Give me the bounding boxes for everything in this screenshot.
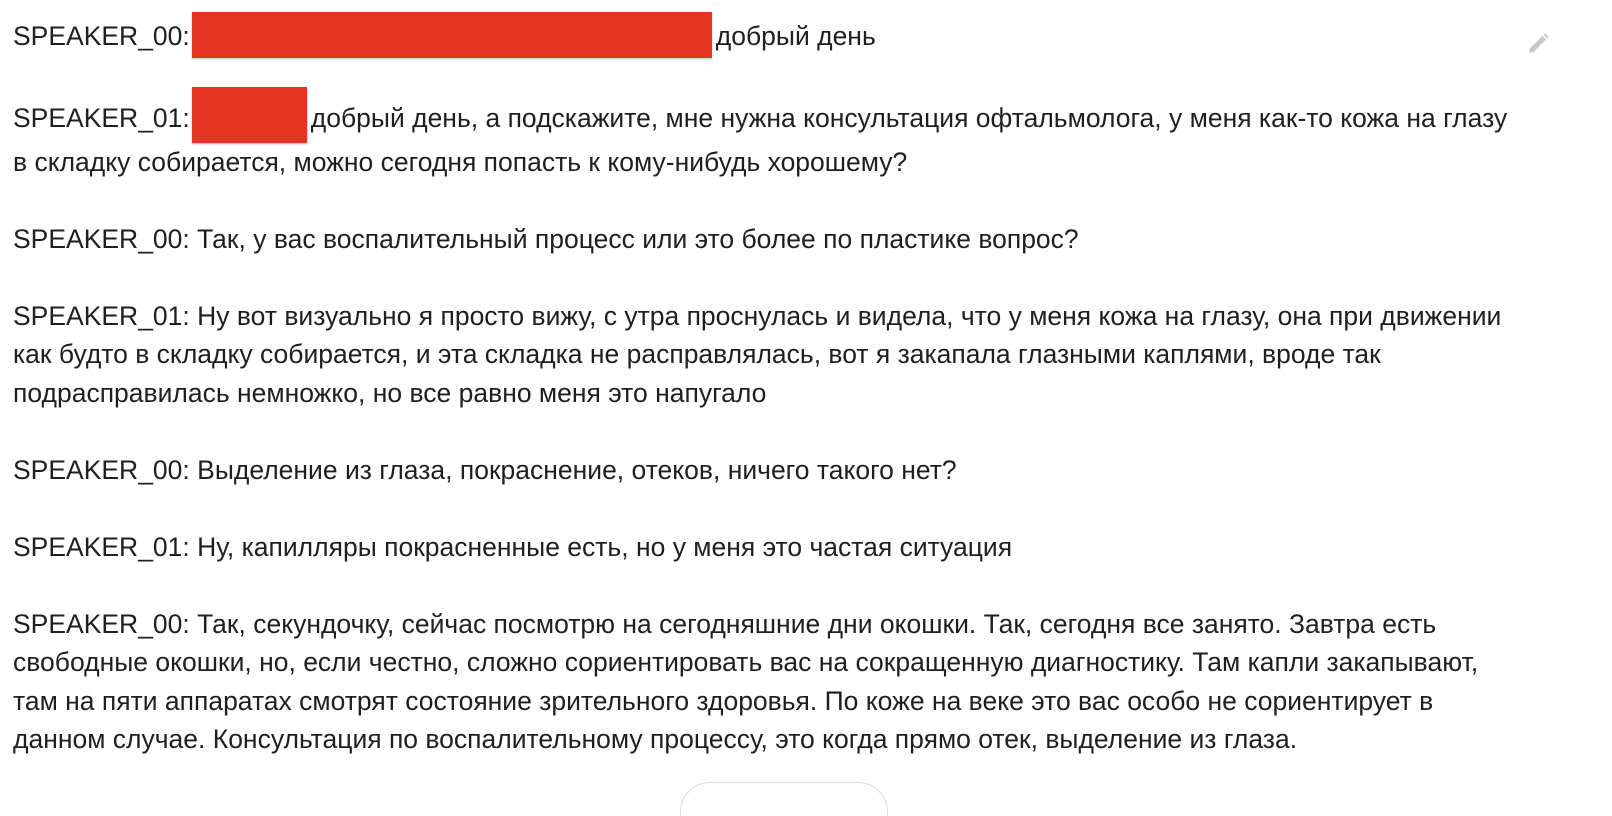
utterance-3 (13, 220, 1523, 259)
speaker-label: SPEAKER_00: (13, 21, 190, 51)
speaker-label: SPEAKER_00: (13, 223, 190, 254)
utterance-text: Так, у вас воспалительный процесс или это более по пластике вопрос? (197, 223, 1079, 254)
utterance-text: Так, секундочку, сейчас посмотрю на сегодняшние дни окошки. Так, сегодня все занято. Завтра есть свободные окошки, но, если честно, сложно сориентировать вас на сокращенную диагностику. Там капли закапывают, там на пяти аппаратах смотрят состояние зрительного здоровья. По коже на веке это вас особо не сориентирует в данном случае. Консультация по воспалительному процессу, это когда прямо отек, выделение из глаза. (13, 608, 1479, 754)
speaker-label: SPEAKER_00: (13, 608, 190, 639)
transcript (13, 17, 1523, 797)
redacted-name-block (192, 87, 307, 143)
speaker-label: SPEAKER_01: (13, 531, 190, 562)
utterance-1 (13, 17, 1523, 58)
utterance-5 (13, 451, 1523, 490)
utterance-2 (13, 97, 1523, 182)
utterance-4 (13, 297, 1523, 413)
utterance-text: добрый день (715, 21, 876, 51)
speaker-label: SPEAKER_00: (13, 454, 190, 485)
speaker-label: SPEAKER_01: (13, 102, 190, 133)
utterance-text: Выделение из глаза, покраснение, отеков, ничего такого нет? (197, 454, 957, 485)
utterance-text: добрый день, а подскажите, мне нужна консультация офтальмолога, у меня как-то кожа на глазу в складку собирается, можно сегодня попасть к кому-нибудь хорошему? (13, 102, 1508, 177)
pencil-icon[interactable] (1526, 28, 1550, 52)
redacted-name-block (192, 12, 712, 58)
utterance-6 (13, 528, 1523, 567)
utterance-7 (13, 605, 1523, 759)
utterance-text: Ну вот визуально я просто вижу, с утра проснулась и видела, что у меня кожа на глазу, она при движении как будто в складку собирается, и эта складка не расправлялась, вот я закапала глазными каплями, вроде так подрасправилась немножко, но все равно меня это напугало (13, 300, 1502, 408)
speaker-label: SPEAKER_01: (13, 300, 190, 331)
utterance-text: Ну, капилляры покрасненные есть, но у меня это частая ситуация (197, 531, 1013, 562)
floating-pill-control[interactable] (680, 782, 888, 816)
